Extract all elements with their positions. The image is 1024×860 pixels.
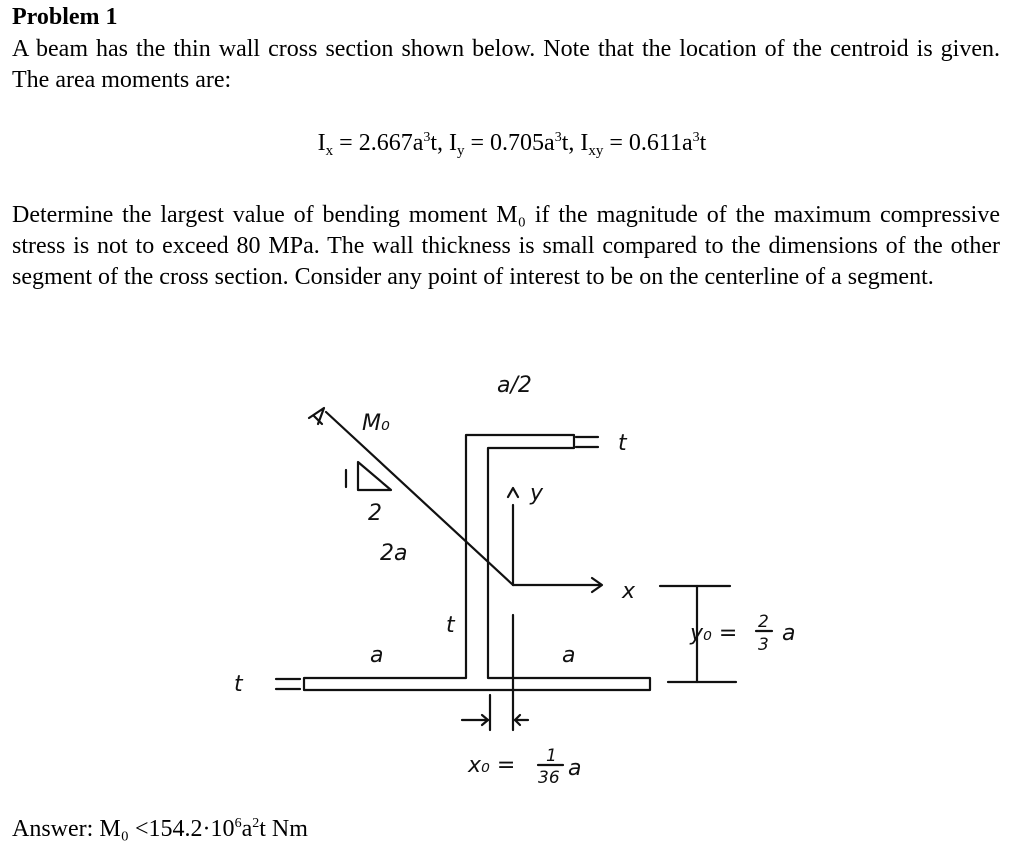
x0-a: a <box>568 756 582 781</box>
section-outline <box>304 435 650 690</box>
ixy-end: t <box>699 130 707 156</box>
ixy-power: 3 <box>692 130 700 145</box>
x0-label: x₀ = <box>468 753 516 778</box>
moment-vector-line <box>326 412 513 585</box>
x-axis-label: x <box>622 579 636 604</box>
problem-title: Problem 1 <box>12 4 118 30</box>
y-axis-arrowhead <box>508 488 518 497</box>
iy-symbol: I <box>449 130 458 156</box>
ix-value: = 2.667a <box>333 130 424 156</box>
top-thickness-t: t <box>618 431 627 456</box>
answer-line <box>12 816 308 843</box>
ix-subscript: x <box>325 143 334 159</box>
answer-suffix: t Nm <box>259 816 308 842</box>
ix-end: t, <box>430 130 450 156</box>
ixy-value: = 0.611a <box>603 130 693 156</box>
y0-a: a <box>782 621 796 646</box>
y0-label: y₀ = <box>690 621 738 646</box>
bottom-thickness-t: t <box>234 672 243 697</box>
answer-mid: a <box>241 816 253 842</box>
problem-intro: A beam has the thin wall cross section shown below. Note that the location of the centroid is given. The area moments are: <box>12 36 1000 93</box>
moment-label: M₀ <box>362 411 390 436</box>
iy-subscript: y <box>457 143 465 159</box>
answer-power-1: 6 <box>234 816 242 831</box>
y0-numerator: 2 <box>758 612 769 632</box>
top-flange-label: a/2 <box>497 373 532 398</box>
ix-power: 3 <box>423 130 431 145</box>
iy-value: = 0.705a <box>464 130 555 156</box>
x0-denominator: 36 <box>538 768 560 788</box>
iy-power: 3 <box>554 130 562 145</box>
ixy-subscript: xy <box>588 143 604 159</box>
web-thickness-label: t <box>446 613 455 638</box>
answer-power-2: 2 <box>252 816 260 831</box>
y0-denominator: 3 <box>758 635 769 655</box>
left-flange-label: a <box>370 643 384 668</box>
iy-end: t, <box>561 130 581 156</box>
x0-numerator: 1 <box>546 746 557 766</box>
slope-run-label: 2 <box>368 501 382 526</box>
web-height-label: 2a <box>380 541 408 566</box>
problem-question: Determine the largest value of bending moment M₀ if the magnitude of the maximum compressive stress is not to exceed 80 MPa. The wall thickness is small compared to the dimensions of the other segment of the cross section. Consider any point of interest to be on the centerline of a segment. <box>12 202 1000 290</box>
y-axis-label: y <box>530 481 544 506</box>
answer-prefix: Answer: M₀ <154.2·10 <box>12 816 235 842</box>
moment-vector-arrowhead <box>309 408 324 424</box>
right-flange-label: a <box>562 643 576 668</box>
ix-symbol: I <box>317 130 326 156</box>
ixy-symbol: I <box>580 130 589 156</box>
